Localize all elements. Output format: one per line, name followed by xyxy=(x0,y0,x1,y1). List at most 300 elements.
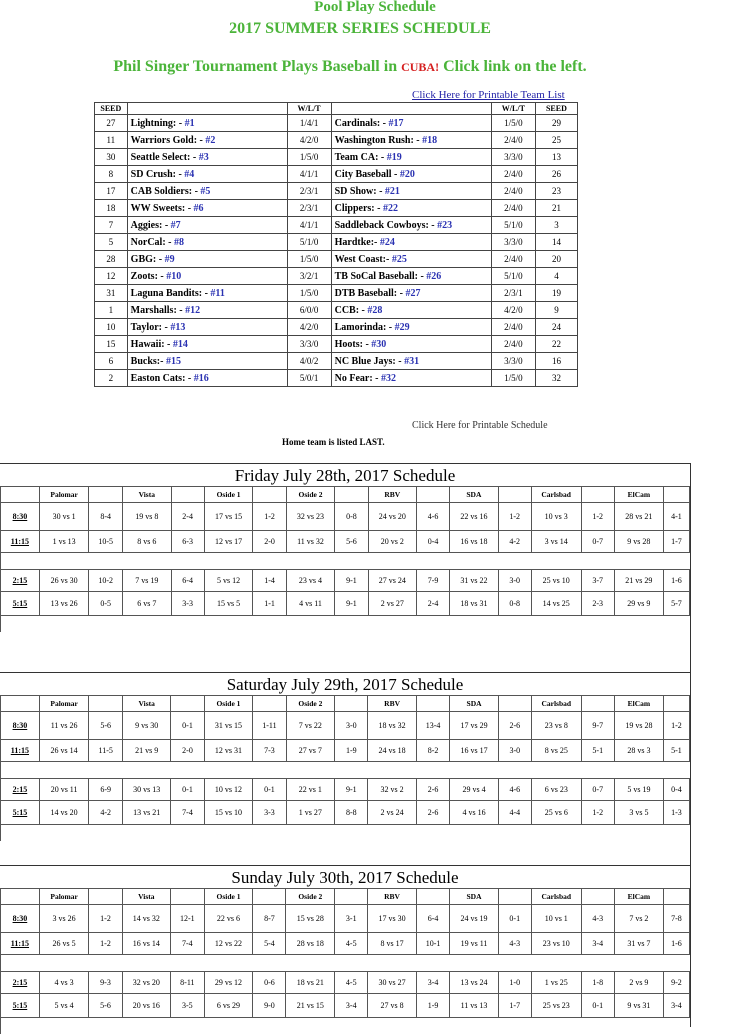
matchup: 1 vs 27 xyxy=(286,801,335,825)
score: 1-7 xyxy=(663,531,689,553)
field-score-header xyxy=(663,487,689,503)
matchup: 31 vs 15 xyxy=(204,712,253,740)
left-seed: 10 xyxy=(95,319,128,336)
right-record: 5/1/0 xyxy=(491,217,535,234)
right-seed: 23 xyxy=(535,183,577,200)
matchup: 10 vs 3 xyxy=(531,503,581,531)
right-seed: 4 xyxy=(535,268,577,285)
score: 3-4 xyxy=(663,994,689,1018)
right-seed: 14 xyxy=(535,234,577,251)
right-team-number: #17 xyxy=(389,118,404,129)
matchup: 30 vs 27 xyxy=(368,972,416,994)
score: 2-4 xyxy=(171,503,204,531)
matchup: 7 vs 2 xyxy=(614,905,663,933)
time-slot-row xyxy=(1,801,690,825)
spacer-row xyxy=(1,553,690,570)
right-seed: 32 xyxy=(535,370,577,387)
seed-row xyxy=(95,183,578,200)
score: 3-4 xyxy=(581,933,614,955)
score: 6-4 xyxy=(416,905,450,933)
field-name: Oside 1 xyxy=(204,889,253,905)
seed-row xyxy=(95,285,578,302)
right-record: 5/1/0 xyxy=(491,268,535,285)
right-team xyxy=(331,132,491,149)
seed-row xyxy=(95,353,578,370)
field-name: Oside 2 xyxy=(286,487,335,503)
score: 0-1 xyxy=(581,994,614,1018)
left-team xyxy=(127,132,287,149)
left-team-number: #3 xyxy=(199,152,209,163)
right-seed: 26 xyxy=(535,166,577,183)
right-team-number: #27 xyxy=(405,288,420,299)
matchup: 12 vs 31 xyxy=(204,740,253,762)
score: 1-2 xyxy=(581,801,614,825)
left-team-number: #13 xyxy=(170,322,185,333)
field-name: Oside 2 xyxy=(286,696,335,712)
score: 6-9 xyxy=(89,779,123,801)
time-slot: 5:15 xyxy=(1,801,40,825)
field-header-row xyxy=(1,889,690,905)
time-slot-row xyxy=(1,740,690,762)
matchup: 4 vs 16 xyxy=(450,801,498,825)
matchup: 5 vs 4 xyxy=(39,994,89,1018)
matchup: 17 vs 29 xyxy=(450,712,498,740)
field-name: RBV xyxy=(368,696,416,712)
matchup: 19 vs 11 xyxy=(450,933,498,955)
right-record: 2/4/0 xyxy=(491,166,535,183)
left-team xyxy=(127,268,287,285)
score: 6-3 xyxy=(171,531,204,553)
score: 8-11 xyxy=(171,972,205,994)
right-team-name: SD Show: - xyxy=(335,186,385,197)
field-score-header xyxy=(335,487,368,503)
matchup: 23 vs 8 xyxy=(531,712,581,740)
field-score-header xyxy=(581,487,614,503)
schedule-grid xyxy=(0,695,690,841)
right-team xyxy=(331,115,491,132)
left-team xyxy=(127,217,287,234)
right-team-name: CCB: - xyxy=(335,305,368,316)
score: 0-8 xyxy=(498,592,531,616)
spacer-row xyxy=(1,762,690,779)
right-team xyxy=(331,336,491,353)
series-title: 2017 SUMMER SERIES SCHEDULE xyxy=(0,20,720,38)
score: 1-2 xyxy=(663,712,689,740)
score: 1-11 xyxy=(253,712,286,740)
right-team xyxy=(331,268,491,285)
page-right-border xyxy=(690,463,691,1027)
left-record: 4/1/1 xyxy=(287,217,331,234)
matchup: 27 vs 24 xyxy=(368,570,416,592)
right-seed: 29 xyxy=(535,115,577,132)
left-seed: 7 xyxy=(95,217,128,234)
score: 5-1 xyxy=(581,740,614,762)
matchup: 14 vs 32 xyxy=(122,905,171,933)
left-record: 1/5/0 xyxy=(287,285,331,302)
seed-table xyxy=(94,102,578,387)
right-team xyxy=(331,370,491,387)
left-team-name: NorCal: - xyxy=(131,237,174,248)
notice-pre: Phil Singer Tournament Plays Baseball in xyxy=(113,58,401,75)
left-team xyxy=(127,319,287,336)
matchup: 14 vs 20 xyxy=(39,801,89,825)
matchup: 2 vs 9 xyxy=(614,972,663,994)
score: 4-2 xyxy=(89,801,123,825)
score: 0-1 xyxy=(171,779,204,801)
left-team-name: Lightning: - xyxy=(131,118,185,129)
score: 2-6 xyxy=(416,801,450,825)
matchup: 31 vs 22 xyxy=(450,570,498,592)
left-team-number: #16 xyxy=(194,373,209,384)
printable-schedule-link[interactable]: Click Here for Printable Schedule xyxy=(412,420,548,431)
left-team xyxy=(127,200,287,217)
left-record: 1/5/0 xyxy=(287,149,331,166)
right-team-number: #18 xyxy=(422,135,437,146)
day-title: Sunday July 30th, 2017 Schedule xyxy=(0,865,690,888)
field-name: Vista xyxy=(122,889,171,905)
field-name: RBV xyxy=(368,889,416,905)
right-team xyxy=(331,251,491,268)
matchup: 22 vs 6 xyxy=(204,905,253,933)
matchup: 28 vs 3 xyxy=(614,740,663,762)
matchup: 31 vs 7 xyxy=(614,933,663,955)
score: 1-7 xyxy=(498,994,531,1018)
score: 8-8 xyxy=(335,801,368,825)
right-team-name: West Coast:- xyxy=(335,254,392,265)
left-team-number: #10 xyxy=(166,271,181,282)
right-team-number: #28 xyxy=(367,305,382,316)
left-record: 1/4/1 xyxy=(287,115,331,132)
left-record: 6/0/0 xyxy=(287,302,331,319)
left-record: 2/3/1 xyxy=(287,200,331,217)
score: 3-3 xyxy=(171,592,204,616)
matchup: 12 vs 17 xyxy=(204,531,253,553)
schedule-grid xyxy=(0,888,690,1034)
right-seed: 3 xyxy=(535,217,577,234)
matchup: 2 vs 27 xyxy=(368,592,416,616)
score: 9-0 xyxy=(253,994,286,1018)
field-name: Carlsbad xyxy=(531,696,581,712)
matchup: 15 vs 10 xyxy=(204,801,253,825)
score: 1-8 xyxy=(581,972,614,994)
matchup: 20 vs 2 xyxy=(368,531,416,553)
matchup: 25 vs 23 xyxy=(531,994,581,1018)
score: 10-5 xyxy=(89,531,123,553)
score: 0-1 xyxy=(253,779,286,801)
left-record: 4/2/0 xyxy=(287,132,331,149)
left-team-name: Laguna Bandits: - xyxy=(131,288,211,299)
left-seed: 15 xyxy=(95,336,128,353)
field-score-header xyxy=(89,889,122,905)
time-slot: 11:15 xyxy=(1,531,40,553)
matchup: 20 vs 11 xyxy=(39,779,89,801)
score: 1-9 xyxy=(416,994,450,1018)
matchup: 32 vs 20 xyxy=(122,972,171,994)
left-team xyxy=(127,251,287,268)
score: 4-5 xyxy=(335,972,368,994)
score: 7-9 xyxy=(417,570,450,592)
field-score-header xyxy=(498,487,531,503)
left-seed: 28 xyxy=(95,251,128,268)
score: 4-5 xyxy=(335,933,368,955)
seed-row xyxy=(95,268,578,285)
right-team-number: #30 xyxy=(371,339,386,350)
day-saturday xyxy=(0,672,690,841)
left-seed: 12 xyxy=(95,268,128,285)
right-record: 3/3/0 xyxy=(491,149,535,166)
right-team-name: Clippers: - xyxy=(335,203,383,214)
time-header xyxy=(1,889,40,905)
matchup: 9 vs 30 xyxy=(122,712,171,740)
matchup: 7 vs 22 xyxy=(286,712,335,740)
field-name: Carlsbad xyxy=(531,889,581,905)
left-team-number: #6 xyxy=(194,203,204,214)
right-record: 3/3/0 xyxy=(491,353,535,370)
matchup: 16 vs 18 xyxy=(450,531,498,553)
left-team-number: #2 xyxy=(205,135,215,146)
score: 1-1 xyxy=(253,592,286,616)
left-team xyxy=(127,166,287,183)
left-team-number: #9 xyxy=(165,254,175,265)
right-team-name: Washington Rush: - xyxy=(335,135,423,146)
right-record: 2/4/0 xyxy=(491,200,535,217)
left-seed: 6 xyxy=(95,353,128,370)
right-record: 2/4/0 xyxy=(491,336,535,353)
time-slot-row xyxy=(1,570,690,592)
score: 9-1 xyxy=(335,570,368,592)
field-score-header xyxy=(417,487,450,503)
left-team xyxy=(127,234,287,251)
matchup: 13 vs 24 xyxy=(450,972,498,994)
score: 1-2 xyxy=(89,933,122,955)
time-slot-row xyxy=(1,592,690,616)
field-name: ElCam xyxy=(614,696,663,712)
left-team-name: Easton Cats: - xyxy=(131,373,194,384)
score: 1-3 xyxy=(663,801,689,825)
field-name: Oside 1 xyxy=(204,487,253,503)
home-team-note: Home team is listed LAST. xyxy=(282,437,385,447)
printable-team-list-link[interactable]: Click Here for Printable Team List xyxy=(412,89,565,101)
matchup: 27 vs 7 xyxy=(286,740,335,762)
score: 7-3 xyxy=(253,740,286,762)
seed-row xyxy=(95,251,578,268)
left-team-name: GBG: - xyxy=(131,254,165,265)
matchup: 6 vs 29 xyxy=(204,994,253,1018)
score: 1-2 xyxy=(253,503,286,531)
score: 7-4 xyxy=(171,801,204,825)
score: 13-4 xyxy=(416,712,450,740)
field-score-header xyxy=(253,696,286,712)
right-team-name: City Baseball - xyxy=(335,169,400,180)
left-record: 1/5/0 xyxy=(287,251,331,268)
score: 0-6 xyxy=(253,972,286,994)
left-team xyxy=(127,302,287,319)
matchup: 23 vs 10 xyxy=(531,933,581,955)
right-team-name: Cardinals: - xyxy=(335,118,389,129)
day-friday xyxy=(0,463,690,632)
right-record: 4/2/0 xyxy=(491,302,535,319)
time-slot: 11:15 xyxy=(1,740,40,762)
score: 1-0 xyxy=(498,972,531,994)
matchup: 29 vs 12 xyxy=(204,972,253,994)
matchup: 22 vs 16 xyxy=(450,503,498,531)
field-name: RBV xyxy=(368,487,416,503)
day-title: Saturday July 29th, 2017 Schedule xyxy=(0,672,690,695)
time-slot: 5:15 xyxy=(1,994,40,1018)
left-seed: 27 xyxy=(95,115,128,132)
left-team-number: #15 xyxy=(166,356,181,367)
spacer-row xyxy=(1,616,690,633)
right-team xyxy=(331,353,491,370)
right-seed: 16 xyxy=(535,353,577,370)
time-slot: 2:15 xyxy=(1,972,40,994)
spacer-row xyxy=(1,1018,690,1034)
seed-header-right: SEED xyxy=(535,103,577,115)
matchup: 6 vs 23 xyxy=(531,779,581,801)
right-team-name: Lamorinda: - xyxy=(335,322,395,333)
spacer xyxy=(1,1018,690,1034)
matchup: 21 vs 9 xyxy=(122,740,171,762)
score: 9-7 xyxy=(581,712,614,740)
left-team xyxy=(127,353,287,370)
matchup: 23 vs 4 xyxy=(286,570,335,592)
matchup: 21 vs 29 xyxy=(614,570,663,592)
left-team xyxy=(127,115,287,132)
matchup: 19 vs 28 xyxy=(614,712,663,740)
matchup: 2 vs 24 xyxy=(368,801,416,825)
score: 0-7 xyxy=(581,531,614,553)
matchup: 12 vs 22 xyxy=(204,933,253,955)
time-slot: 8:30 xyxy=(1,905,40,933)
left-team-name: WW Sweets: - xyxy=(131,203,194,214)
left-team xyxy=(127,183,287,200)
left-record: 2/3/1 xyxy=(287,183,331,200)
score: 4-1 xyxy=(663,503,689,531)
score: 4-3 xyxy=(581,905,614,933)
score: 1-4 xyxy=(253,570,286,592)
score: 9-1 xyxy=(335,592,368,616)
wlt-header-right: W/L/T xyxy=(491,103,535,115)
left-team xyxy=(127,285,287,302)
score: 4-4 xyxy=(498,801,531,825)
left-seed: 8 xyxy=(95,166,128,183)
right-team-name: Saddleback Cowboys: - xyxy=(335,220,438,231)
time-slot: 5:15 xyxy=(1,592,40,616)
matchup: 25 vs 6 xyxy=(531,801,581,825)
field-score-header xyxy=(416,889,450,905)
matchup: 30 vs 1 xyxy=(39,503,89,531)
matchup: 24 vs 18 xyxy=(368,740,416,762)
field-name: SDA xyxy=(450,487,498,503)
score: 9-3 xyxy=(89,972,122,994)
score: 3-4 xyxy=(416,972,450,994)
time-slot: 8:30 xyxy=(1,503,40,531)
right-record: 2/4/0 xyxy=(491,251,535,268)
team-header-right xyxy=(331,103,491,115)
spacer xyxy=(1,616,690,633)
left-seed: 31 xyxy=(95,285,128,302)
left-record: 4/2/0 xyxy=(287,319,331,336)
left-team-number: #5 xyxy=(200,186,210,197)
field-header-row xyxy=(1,696,690,712)
right-team xyxy=(331,285,491,302)
field-score-header xyxy=(89,696,123,712)
matchup: 20 vs 16 xyxy=(122,994,171,1018)
matchup: 18 vs 21 xyxy=(286,972,335,994)
matchup: 9 vs 31 xyxy=(614,994,663,1018)
time-slot-row xyxy=(1,933,690,955)
score: 2-4 xyxy=(417,592,450,616)
matchup: 3 vs 14 xyxy=(531,531,581,553)
score: 0-4 xyxy=(663,779,689,801)
score: 3-0 xyxy=(498,570,531,592)
field-score-header xyxy=(498,889,531,905)
left-team-number: #1 xyxy=(185,118,195,129)
right-team-name: Hardtke:- xyxy=(335,237,380,248)
matchup: 10 vs 12 xyxy=(204,779,253,801)
left-team-number: #7 xyxy=(171,220,181,231)
field-score-header xyxy=(171,487,204,503)
right-record: 2/3/1 xyxy=(491,285,535,302)
matchup: 24 vs 19 xyxy=(450,905,498,933)
left-record: 4/1/1 xyxy=(287,166,331,183)
right-team-number: #32 xyxy=(381,373,396,384)
score: 10-1 xyxy=(416,933,450,955)
seed-table-header xyxy=(95,103,578,115)
matchup: 13 vs 26 xyxy=(39,592,89,616)
right-seed: 13 xyxy=(535,149,577,166)
right-team xyxy=(331,234,491,251)
score: 9-2 xyxy=(663,972,689,994)
seed-row xyxy=(95,115,578,132)
right-record: 2/4/0 xyxy=(491,132,535,149)
matchup: 17 vs 30 xyxy=(368,905,416,933)
right-team-name: TB SoCal Baseball: - xyxy=(335,271,427,282)
right-team xyxy=(331,217,491,234)
left-seed: 18 xyxy=(95,200,128,217)
matchup: 26 vs 30 xyxy=(39,570,89,592)
matchup: 4 vs 3 xyxy=(39,972,89,994)
time-header xyxy=(1,696,40,712)
matchup: 29 vs 4 xyxy=(450,779,498,801)
left-team-number: #14 xyxy=(173,339,188,350)
score: 3-5 xyxy=(171,994,205,1018)
right-seed: 24 xyxy=(535,319,577,336)
field-name: Vista xyxy=(122,696,171,712)
day-sunday xyxy=(0,865,690,1034)
score: 8-4 xyxy=(89,503,123,531)
field-score-header xyxy=(89,487,123,503)
right-team-number: #26 xyxy=(426,271,441,282)
right-seed: 9 xyxy=(535,302,577,319)
field-name: Palomar xyxy=(39,696,89,712)
seed-row xyxy=(95,217,578,234)
left-team-name: Warriors Gold: - xyxy=(131,135,206,146)
field-name: Vista xyxy=(123,487,172,503)
score: 5-7 xyxy=(663,592,689,616)
right-team xyxy=(331,200,491,217)
score: 2-6 xyxy=(498,712,531,740)
matchup: 24 vs 20 xyxy=(368,503,416,531)
seed-row xyxy=(95,336,578,353)
time-slot: 2:15 xyxy=(1,570,40,592)
time-slot: 2:15 xyxy=(1,779,40,801)
matchup: 26 vs 14 xyxy=(39,740,89,762)
score: 7-8 xyxy=(663,905,689,933)
matchup: 27 vs 8 xyxy=(368,994,416,1018)
left-team-number: #12 xyxy=(185,305,200,316)
matchup: 19 vs 8 xyxy=(123,503,172,531)
